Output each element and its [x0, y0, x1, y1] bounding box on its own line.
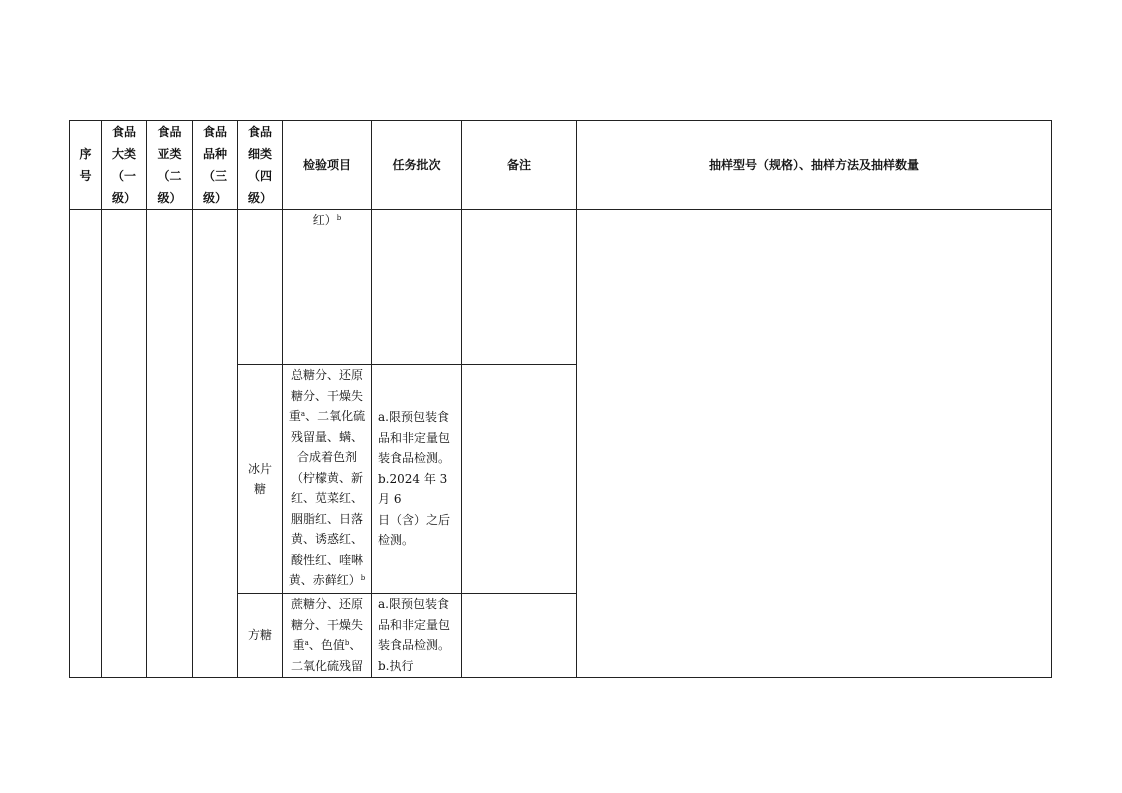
header-items: 检验项目 — [283, 121, 372, 210]
header-batch: 任务批次 — [372, 121, 462, 210]
cell-items: 红）$^b$ — [283, 210, 372, 365]
cell-remark — [462, 210, 577, 365]
header-cat2: 食品 亚类 （二 级） — [147, 121, 193, 210]
header-cat4: 食品 细类 （四 级） — [238, 121, 283, 210]
cell-cat3 — [193, 210, 238, 678]
cell-items: 总糖分、还原 糖分、干燥失 重$^a$、二氧化硫 残留量、螨、 合成着色剂 （柠檬黄、新 红、苋菜红、 胭脂红、日落 黄、诱惑红、 酸性红、喹啉 黄、赤藓红）$^b$ — [283, 365, 372, 594]
header-row — [70, 121, 1052, 210]
header-sampling: 抽样型号（规格）、抽样方法及抽样数量 — [577, 121, 1052, 210]
cell-sampling — [577, 210, 1052, 678]
cell-batch: a.限预包装食 品和非定量包 装食品检测。 b.2024 年 3 月 6 日（含）之后 检测。 — [372, 365, 462, 594]
cell-batch: a.限预包装食 品和非定量包 装食品检测。 b.执行 — [372, 594, 462, 678]
cell-remark — [462, 365, 577, 594]
cell-cat4 — [238, 210, 283, 365]
cell-items: 蔗糖分、还原 糖分、干燥失 重$^a$、色值$^b$、 二氧化硫残留 — [283, 594, 372, 678]
header-remark: 备注 — [462, 121, 577, 210]
cell-cat1 — [102, 210, 147, 678]
cell-cat4: 冰片 糖 — [238, 365, 283, 594]
cell-remark — [462, 594, 577, 678]
sampling-table — [69, 120, 1052, 678]
cell-cat4: 方糖 — [238, 594, 283, 678]
cell-batch — [372, 210, 462, 365]
cell-no — [70, 210, 102, 678]
header-no: 序 号 — [70, 121, 102, 210]
header-cat3: 食品 品种 （三 级） — [193, 121, 238, 210]
table-row — [70, 210, 1052, 365]
cell-cat2 — [147, 210, 193, 678]
header-cat1: 食品 大类 （一 级） — [102, 121, 147, 210]
